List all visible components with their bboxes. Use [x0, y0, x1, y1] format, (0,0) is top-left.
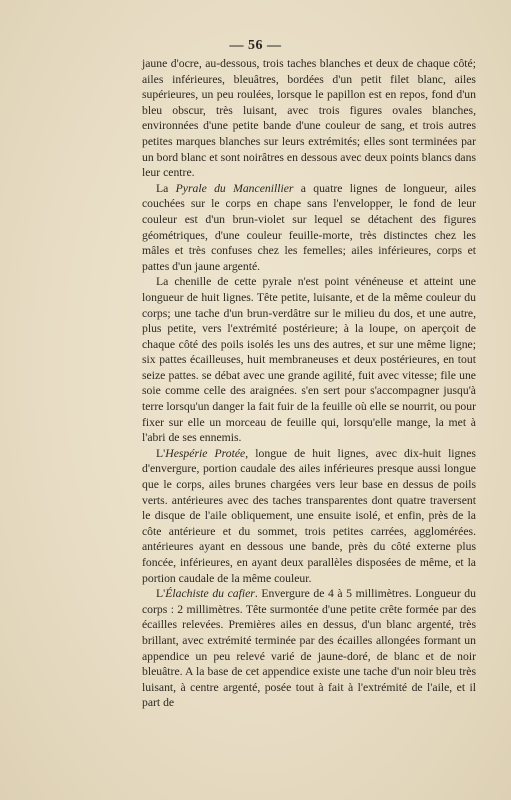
paragraph-5 — [142, 586, 476, 711]
species-name-hesperie: Hespérie Protée — [165, 446, 246, 460]
paragraph-4 — [142, 446, 476, 586]
paragraph-5-text: . Envergure de 4 à 5 millimètres. Longueur du corps : 2 millimètres. Tête surmontée d'une petite crête formée par des écailles relevées. Premières ailes en dessus, d'un blanc argenté, très brillant, avec extrémité terminée par des écailles allongées formant un appendice un peu relevé varié de jaune-doré, de blanc et de noir bleuâtre. A la base de cet appendice existe une tache d'un noir bleu très luisant, à centre argenté, posée tout à fait à l'extrémité de l'aile, et il part de — [142, 587, 476, 710]
paragraph-3-text: La chenille de cette pyrale n'est point vénéneuse et atteint une longueur de huit lignes. Tête petite, luisante, et de la même couleur du corps; une tache d'un brun-verdâtre sur le milieu du dos, et une autre, plus petite, vers l'extrémité postérieure; à la loupe, on aperçoit de chaque côté des poils isolés les uns des autres, et sur une même ligne; six pattes écailleuses, huit membraneuses et deux postérieures, en tout seize pattes. se débat avec une grande agilité, fuit avec vitesse; file une soie comme celle des araignées. s'en sert pour s'accompagner jusqu'à terre lorsqu'un danger la fait fuir de la feuille où elle se nourrit, ou pour fixer sur elle un morceau de feuille qui, lorsqu'elle mange, la met à l'abri de ses ennemis. — [142, 275, 476, 445]
page-number: — 56 — — [229, 38, 282, 53]
species-name-elachiste: Élachiste du cafier — [165, 587, 255, 601]
paragraph-2-text: a quatre lignes de longueur, ailes couchées sur le corps en chape sans l'envelopper, le fond de leur couleur est d'un brun-violet sur lequel se détachent des figures géométriques, d'une couleur feuille-morte, très distinctes chez les mâles et très confuses chez les femelles; ailes inférieures, corps et pattes d'un jaune argenté. — [142, 181, 476, 273]
paragraph-3 — [142, 274, 476, 446]
paragraph-4-lead: L' — [156, 446, 166, 460]
paragraph-2-lead: La — [156, 181, 176, 195]
species-name-pyrale: Pyrale du Mancenillier — [175, 181, 294, 195]
paragraph-2 — [142, 181, 476, 275]
paragraph-4-text: , longue de huit lignes, avec dix-huit lignes d'envergure, portion caudale des ailes inférieures presque aussi longue que le corps, ailes brunes chargées vers leur base en dessus de poils verts. antérieures avec des taches transparentes dont quatre traversent le disque de l'aile obliquement, une ensuite isolé, et enfin, près de la côte antérieure et du sommet, trois petites carrées, agglomérées. antérieures ayant en dessous une bande, près du côté externe plus foncée, inférieures, en ayant deux parallèles disposées de même, et la portion caudale de la même couleur. — [142, 446, 476, 585]
body-text — [142, 56, 476, 711]
paragraph-1 — [142, 56, 476, 181]
paragraph-5-lead: L' — [156, 587, 166, 601]
paragraph-1-text: jaune d'ocre, au-dessous, trois taches blanches et deux de chaque côté; ailes inférieures, bleuâtres, bordées d'un petit filet blanc, ailes supérieures, un peu roulées, lorsque le papillon est en repos, fond d'un bleu obscur, très luisant, avec trois figures ovales blanches, environnées d'une petite bande d'une couleur de sang, et trois autres petites marques blanches sur leurs extrémités; elles sont terminées par un bord blanc et sont noirâtres en dessous avec deux points blancs dans leur centre. — [142, 57, 476, 180]
